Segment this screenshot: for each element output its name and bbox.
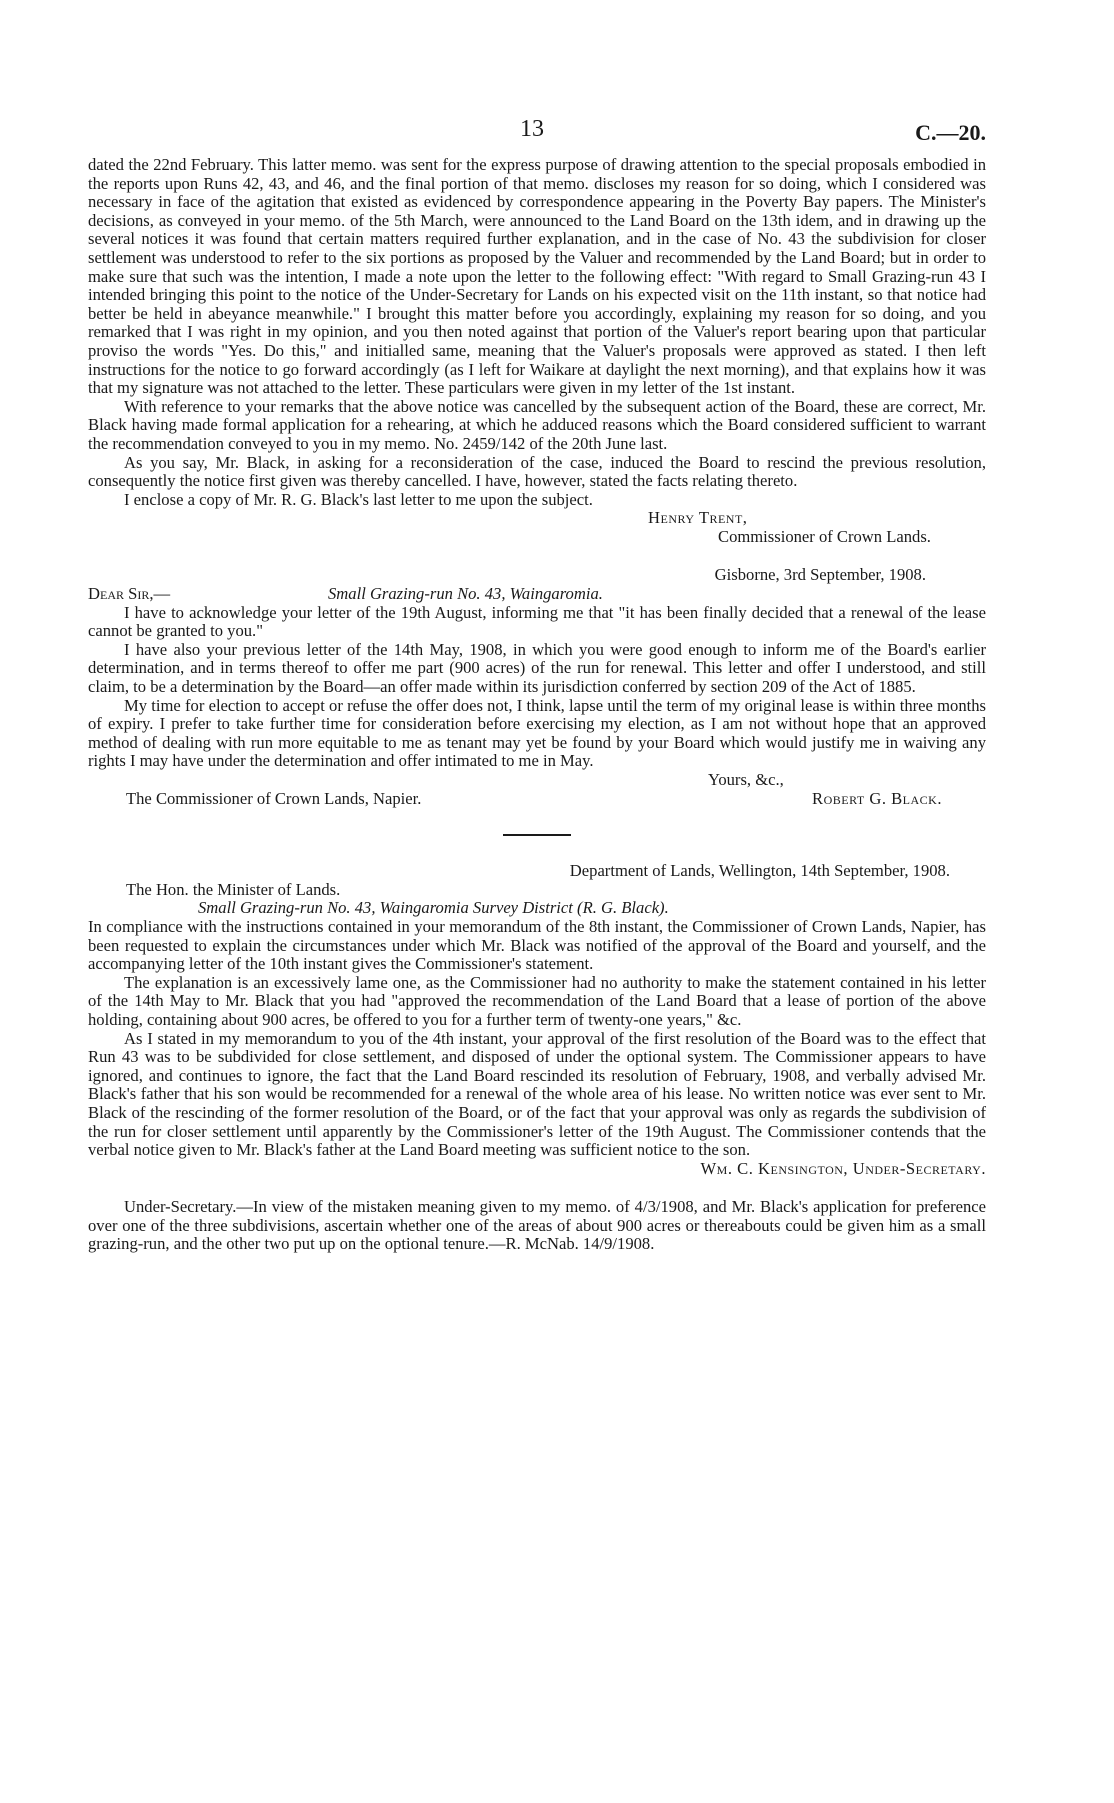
paragraph: In compliance with the instructions contained in your memorandum of the 8th instant, the Commissioner of Crown Lands, Napier, has been requested to explain the circumstances under which Mr. Black was notified of the approval of the Board and yourself, and the accompanying letter of the 10th instant gives the Commissioner's statement. [88, 916, 986, 974]
paragraph: I have to acknowledge your letter of the 19th August, informing me that "it has been finally decided that a renewal of the lease cannot be granted to you." [88, 602, 986, 641]
paragraph: With reference to your remarks that the above notice was cancelled by the subsequent action of the Board, these are correct, Mr. Black having made formal application for a rehearing, at which he adduced reasons which the Board considered sufficient to warrant the recommendation conveyed to you in my memo. No. 2459/142 of the 20th June last. [88, 396, 986, 453]
paragraph: I enclose a copy of Mr. R. G. Black's last letter to me upon the subject. [124, 489, 593, 509]
paragraph: As you say, Mr. Black, in asking for a reconsideration of the case, induced the Board to rescind the previous resolution, consequently the notice first given was thereby cancelled. I have, however, stated the facts relating thereto. [88, 452, 986, 491]
section-divider [503, 834, 571, 836]
place-date: Department of Lands, Wellington, 14th September, 1908. [569, 861, 950, 881]
addressee: The Hon. the Minister of Lands. [126, 879, 341, 899]
document-body [88, 156, 986, 1254]
salutation-line [88, 585, 986, 604]
signature: Wm. C. Kensington, Under-Secretary. [700, 1158, 986, 1178]
signature: Robert G. Black. [812, 788, 942, 808]
minute-mcnab [88, 1198, 986, 1254]
addressee: The Commissioner of Crown Lands, Napier. [126, 788, 422, 808]
paper-reference: C.—20. [915, 120, 986, 145]
paragraph: dated the 22nd February. This latter memo. was sent for the express purpose of drawing attention to the special proposals embodied in the reports upon Runs 42, 43, and 46, and the final portion of that memo. discloses my reason for so doing, which I considered was necessary in face of the agitation that existed as evidenced by correspondence appearing in the Poverty Bay papers. The Minister's decisions, as conveyed in your memo. of the 5th March, were announced to the Land Board on the 13th idem, and in drawing up the several notices it was found that certain matters required further explanation, and in the case of No. 43 the subdivision for closer settlement was understood to refer to the six portions as proposed by the Valuer and recommended by the Land Board; but in order to make sure that such was the intention, I made a note upon the letter to the following effect: "With regard to Small Grazing-run 43 I intended bringing this point to the notice of the Under-Secretary for Lands on his expected visit on the 11th instant, so that notice had better be held in abeyance meanwhile." I brought this matter before you accordingly, explaining my reason for so doing, and you remarked that I was right in my opinion, and you then noted against that portion of the Valuer's report bearing upon that particular proviso the words "Yes. Do this," and initialled same, meaning that the Valuer's proposals were approved as stated. I then left instructions for the notice to go forward accordingly (as I left for Waikare at daylight the next morning), and that explains how it was that my signature was not attached to the letter. These particulars were given in my letter of the 1st instant. [88, 155, 986, 398]
page-number: 13 [520, 116, 544, 142]
closing: Yours, &c., [708, 770, 784, 789]
paragraph: My time for election to accept or refuse the offer does not, I think, lapse until the term of my original lease is within three months of expiry. I prefer to take further time for consideration before exercising my election, as I am not without hope that an approved method of dealing with run more equitable to me as tenant may yet be found by your Board which would justify me in waiving any rights I may have under the determination and offer intimated to me in May. [88, 695, 986, 771]
addressee-signature-line [88, 790, 986, 809]
salutation: Dear Sir,— [88, 584, 171, 604]
paragraph: I have also your previous letter of the 14th May, 1908, in which you were good enough to inform me of the Board's earlier determination, and in terms thereof to offer me part (900 acres) of the run for renewal. This letter and offer I understood, and still claim, to be a determination by the Board—an offer made within its jurisdiction conferred by section 209 of the Act of 1885. [88, 639, 986, 697]
letter-subject: Small Grazing-run No. 43, Waingaromia. [328, 584, 603, 604]
memo-subject: Small Grazing-run No. 43, Waingaromia Survey District (R. G. Black). [198, 898, 669, 918]
letter-trent [88, 156, 986, 546]
paragraph: Under-Secretary.—In view of the mistaken meaning given to my memo. of 4/3/1908, and Mr. Black's application for preference over one of the three subdivisions, ascertain whether one of the areas of about 900 acres or thereabouts could be given him as a small grazing-run, and the other two put up on the optional tenure.—R. McNab. 14/9/1908. [88, 1197, 986, 1254]
signature-title: Commissioner of Crown Lands. [718, 526, 931, 546]
place-date: Gisborne, 3rd September, 1908. [714, 565, 926, 585]
signature-name: Henry Trent, [648, 508, 748, 528]
paragraph: The explanation is an excessively lame one, as the Commissioner had no authority to make the statement contained in his letter of the 14th May to Mr. Black that you had "approved the recommendation of the Land Board that a lease of portion of the above holding, containing about 900 acres, be offered to you for a further term of twenty-one years," &c. [88, 972, 986, 1029]
paragraph: As I stated in my memorandum to you of the 4th instant, your approval of the first resolution of the Board was to the effect that Run 43 was to be subdivided for close settlement, and disposed of under the optional system. The Commissioner appears to have ignored, and continues to ignore, the fact that the Land Board rescinded its resolution of February, 1908, and verbally advised Mr. Black's father that his son would be recommended for a renewal of the whole area of his lease. No written notice was ever sent to Mr. Black of the rescinding of the former resolution of the Board, or of the fact that your approval was only as regards the subdivision of the run for closer settlement until apparently by the Commissioner's letter of the 19th August. The Commissioner contends that the verbal notice given to Mr. Black's father at the Land Board meeting was sufficient notice to the son. [88, 1028, 986, 1160]
memo-kensington [88, 862, 986, 1178]
letter-black [88, 566, 986, 808]
